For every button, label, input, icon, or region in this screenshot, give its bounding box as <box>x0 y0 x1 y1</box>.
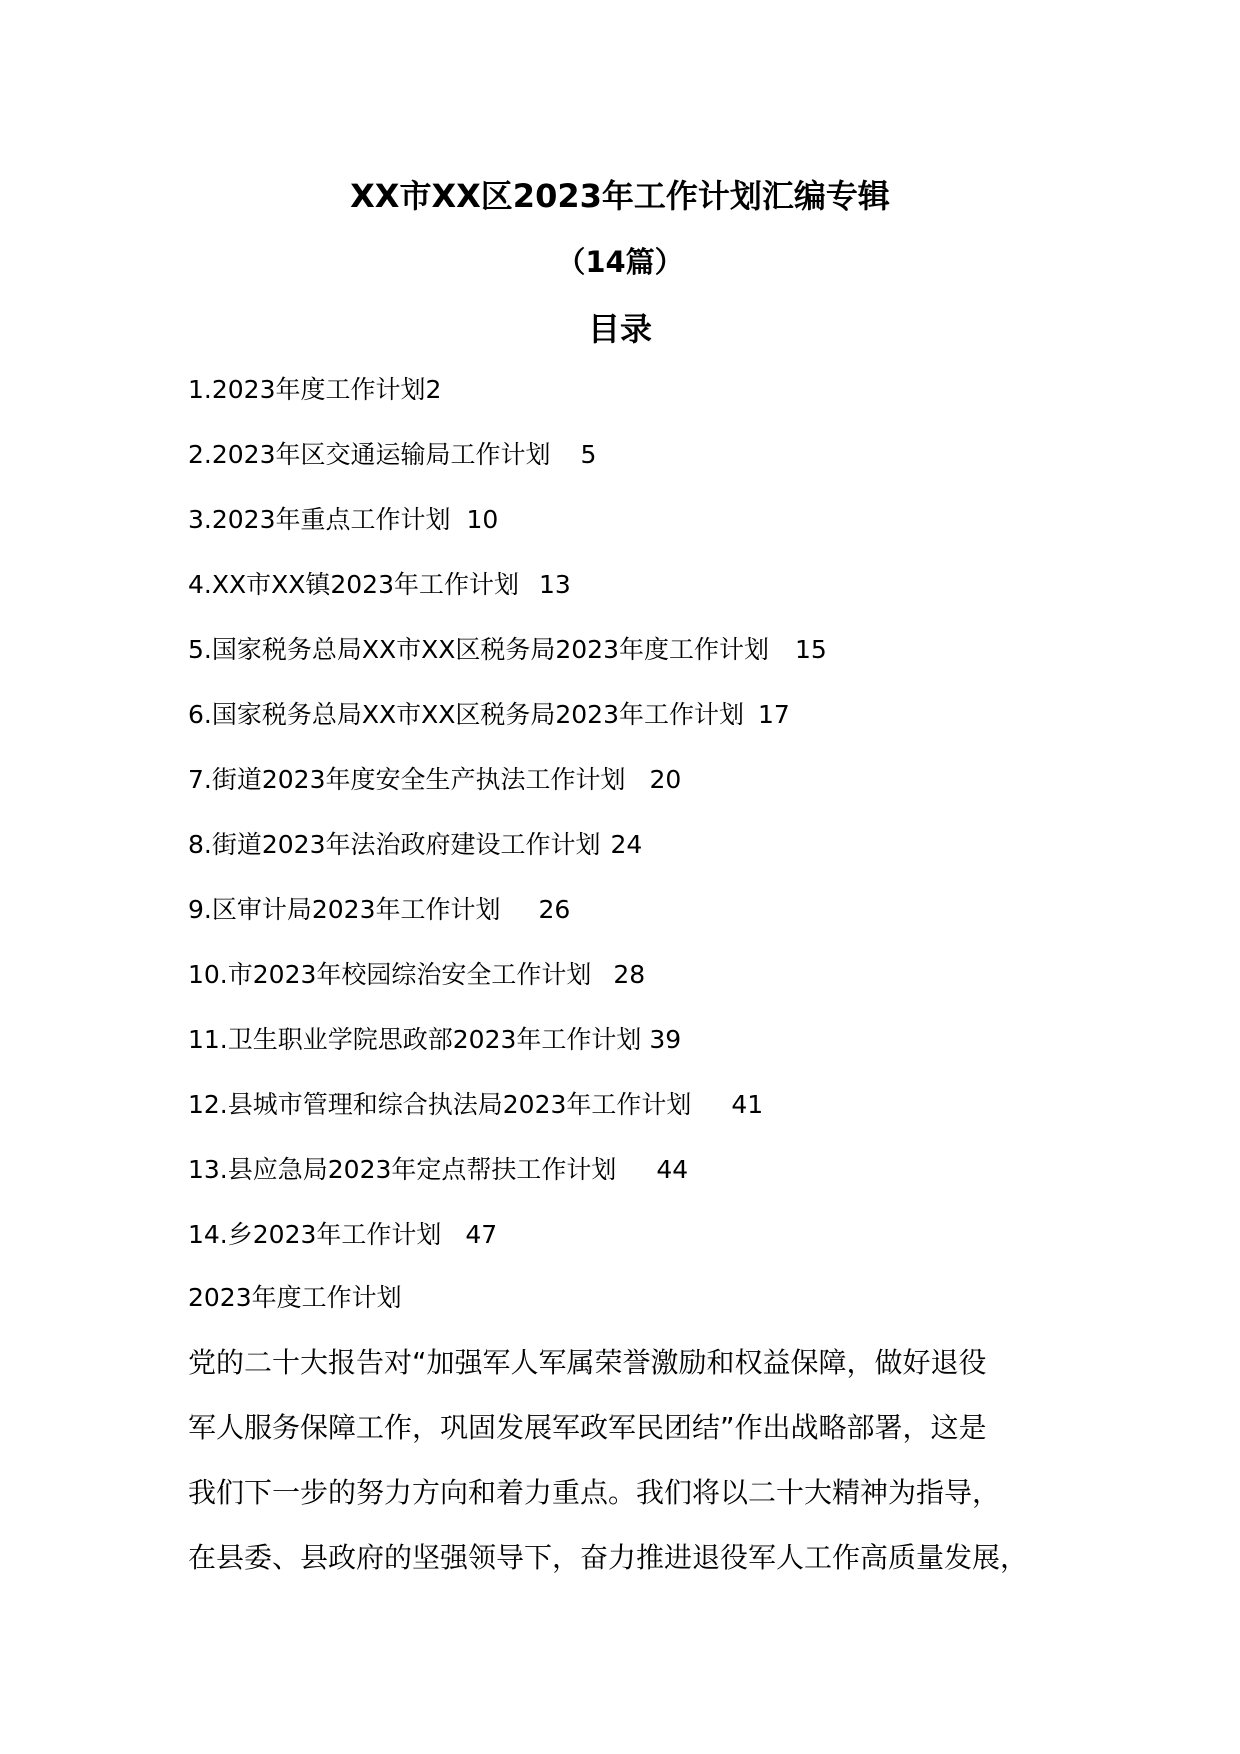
toc-item[interactable] <box>188 1087 827 1152</box>
document-subtitle: （14篇） <box>556 245 684 279</box>
toc-item-label: 9.区审计局2023年工作计划 <box>188 895 501 924</box>
toc-item-label: 5.国家税务总局XX市XX区税务局2023年度工作计划 <box>188 635 769 664</box>
toc-item[interactable] <box>188 372 827 437</box>
toc-item[interactable] <box>188 827 827 892</box>
body-line: 军人服务保障工作，巩固发展军政军民团结”作出战略部署，这是 <box>188 1411 987 1444</box>
toc-item-label: 2.2023年区交通运输局工作计划 <box>188 440 551 469</box>
toc-item-page: 39 <box>649 1025 682 1054</box>
toc-item[interactable] <box>188 632 827 697</box>
toc-item-page: 13 <box>538 570 571 599</box>
toc-item[interactable] <box>188 567 827 632</box>
toc-item-page: 28 <box>613 960 646 989</box>
toc-item-label: 12.县城市管理和综合执法局2023年工作计划 <box>188 1090 692 1119</box>
toc-item-page: 44 <box>656 1155 689 1184</box>
section-title: 2023年度工作计划 <box>188 1283 402 1312</box>
toc-item[interactable] <box>188 1217 827 1282</box>
toc-item[interactable] <box>188 697 827 762</box>
toc-item-label: 3.2023年重点工作计划 <box>188 505 451 534</box>
toc-item-page: 47 <box>465 1220 498 1249</box>
toc-item-page: 20 <box>649 765 682 794</box>
toc-item-label: 8.街道2023年法治政府建设工作计划 <box>188 830 601 859</box>
toc-item[interactable] <box>188 892 827 957</box>
toc-item[interactable] <box>188 437 827 502</box>
toc-heading: 目录 <box>587 310 652 348</box>
table-of-contents <box>188 372 827 1282</box>
toc-item-label: 14.乡2023年工作计划 <box>188 1220 442 1249</box>
toc-item-label: 1.2023年度工作计划 <box>188 375 426 404</box>
toc-item-page: 17 <box>757 700 790 729</box>
toc-item[interactable] <box>188 1022 827 1087</box>
toc-item-label: 10.市2023年校园综治安全工作计划 <box>188 960 592 989</box>
toc-item-page: 10 <box>466 505 499 534</box>
toc-item-page: 2 <box>425 375 442 404</box>
toc-item-page: 24 <box>610 830 643 859</box>
toc-item-label: 13.县应急局2023年定点帮扶工作计划 <box>188 1155 617 1184</box>
toc-item[interactable] <box>188 957 827 1022</box>
toc-item[interactable] <box>188 502 827 567</box>
body-line: 我们下一步的努力方向和着力重点。我们将以二十大精神为指导， <box>188 1476 1001 1509</box>
body-line: 党的二十大报告对“加强军人军属荣誉激励和权益保障，做好退役 <box>188 1346 987 1379</box>
toc-item-page: 41 <box>731 1090 764 1119</box>
toc-item-page: 15 <box>794 635 827 664</box>
document-title: XX市XX区2023年工作计划汇编专辑 <box>350 177 890 215</box>
body-paragraph <box>188 1343 1028 1603</box>
toc-item[interactable] <box>188 1152 827 1217</box>
toc-item-label: 7.街道2023年度安全生产执法工作计划 <box>188 765 626 794</box>
toc-item-label: 11.卫生职业学院思政部2023年工作计划 <box>188 1025 642 1054</box>
toc-item-label: 4.XX市XX镇2023年工作计划 <box>188 570 519 599</box>
toc-item-page: 5 <box>580 440 597 469</box>
body-line: 在县委、县政府的坚强领导下，奋力推进退役军人工作高质量发展， <box>188 1541 1029 1574</box>
toc-item-label: 6.国家税务总局XX市XX区税务局2023年工作计划 <box>188 700 744 729</box>
toc-item-page: 26 <box>538 895 571 924</box>
toc-item[interactable] <box>188 762 827 827</box>
